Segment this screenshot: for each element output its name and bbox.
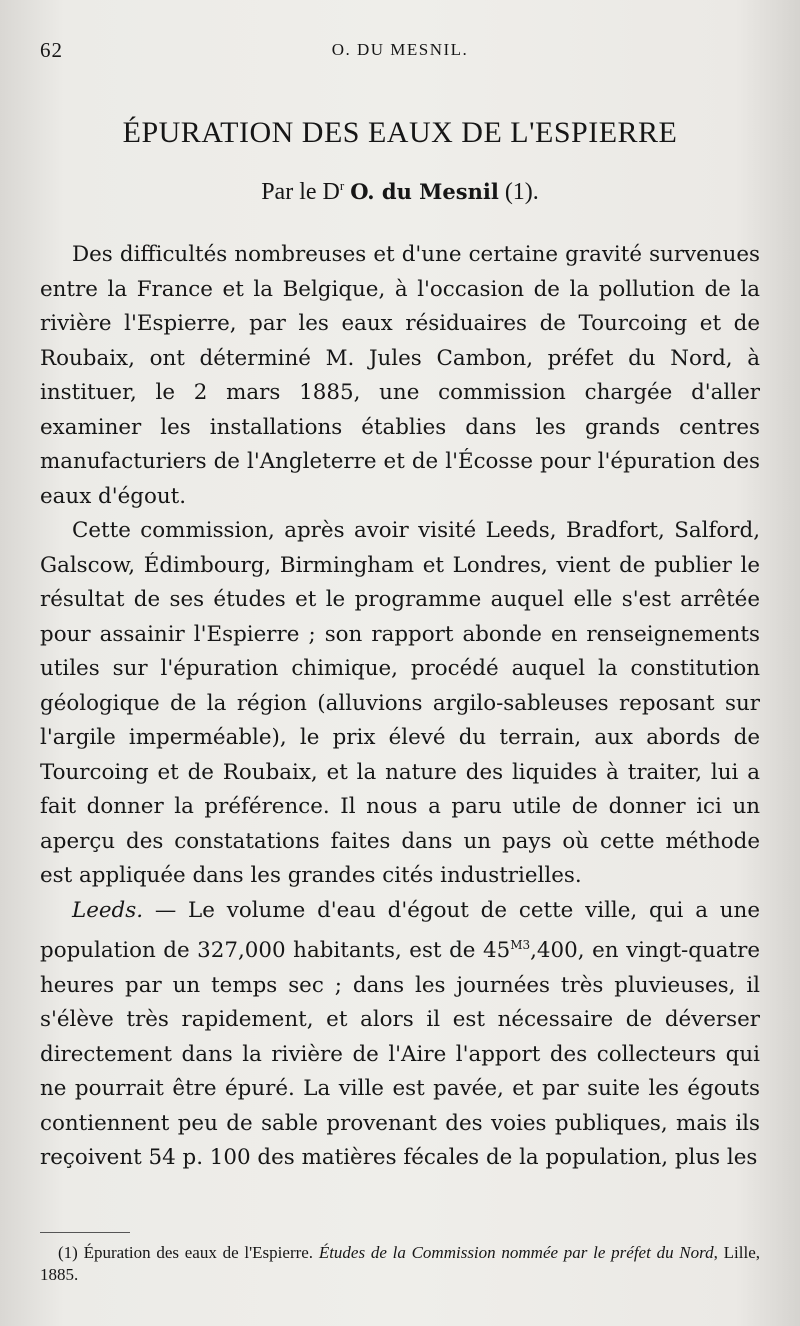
paragraph-3-part-b: ,400, en vingt-quatre heures par un temps sec ; dans les journées très pluvieuses, il s'élève très rapidement, et alors il est nécessaire de déverser directement dans la rivière de l'Aire l'apport des collecteurs qui ne pourrait être épuré. La ville est pavée, et par suite les égouts contiennent peu de sable provenant des voies publiques, mais ils reçoivent 54 p. 100 des matières fécales de la population, plus les: [40, 938, 760, 1171]
byline: [40, 178, 760, 206]
paragraph-1: Des difficultés nombreuses et d'une certaine gravité survenues entre la France et la Belgique, à l'occasion de la pollution de la rivière l'Espierre, par les eaux résiduaires de Tourcoing et de Roubaix, ont déterminé M. Jules Cambon, préfet du Nord, à instituer, le 2 mars 1885, une commission chargée d'aller examiner les installations établies dans les grands centres manufacturiers de l'Angleterre et de l'Écosse pour l'épuration des eaux d'égout.: [40, 242, 760, 509]
article-body: [40, 238, 760, 1176]
volume-unit: M3: [510, 938, 531, 952]
paragraph-2: Cette commission, après avoir visité Leeds, Bradfort, Salford, Galscow, Édimbourg, Birmingham et Londres, vient de publier le résultat de ses études et le programme auquel elle s'est arrêtée pour assainir l'Espierre ; son rapport abonde en renseignements utiles sur l'épuration chimique, procédé auquel la constitution géologique de la région (alluvions argilo-sableuses reposant sur l'argile imperméable), le prix élevé du terrain, aux abords de Tourcoing et de Roubaix, et la nature des liquides à traiter, lui a fait donner la préférence. Il nous a paru utile de donner ici un aperçu des constatations faites dans un pays où cette méthode est appliquée dans les grandes cités industrielles.: [40, 518, 760, 888]
footnote-marker: (1): [58, 1243, 78, 1262]
byline-sup: r: [339, 178, 345, 193]
footnote-reference: (1).: [504, 179, 539, 205]
author-name: O. du Mesnil: [350, 179, 499, 204]
page-number: 62: [40, 38, 63, 62]
footnote-text-a: Épuration des eaux de l'Espierre.: [77, 1243, 319, 1262]
article-title: ÉPURATION DES EAUX DE L'ESPIERRE: [122, 116, 678, 149]
section-lead-leeds: Leeds.: [72, 897, 143, 923]
byline-prefix: Par le D: [261, 179, 340, 205]
footnote: [40, 1242, 760, 1286]
page-header: [40, 38, 760, 64]
footnote-divider: [40, 1232, 130, 1233]
paragraph-3-part-a: — Le volume d'eau d'égout de cette ville, qui a une population de 327,000 habitants, est de 45: [40, 897, 760, 964]
running-head: O. DU MESNIL.: [331, 40, 469, 59]
footnote-text-italic: Études de la Commission nommée par le préfet du Nord: [318, 1243, 714, 1262]
footnote-text-b: , Lille, 1885.: [40, 1243, 760, 1284]
paragraph-3: [40, 894, 760, 1176]
